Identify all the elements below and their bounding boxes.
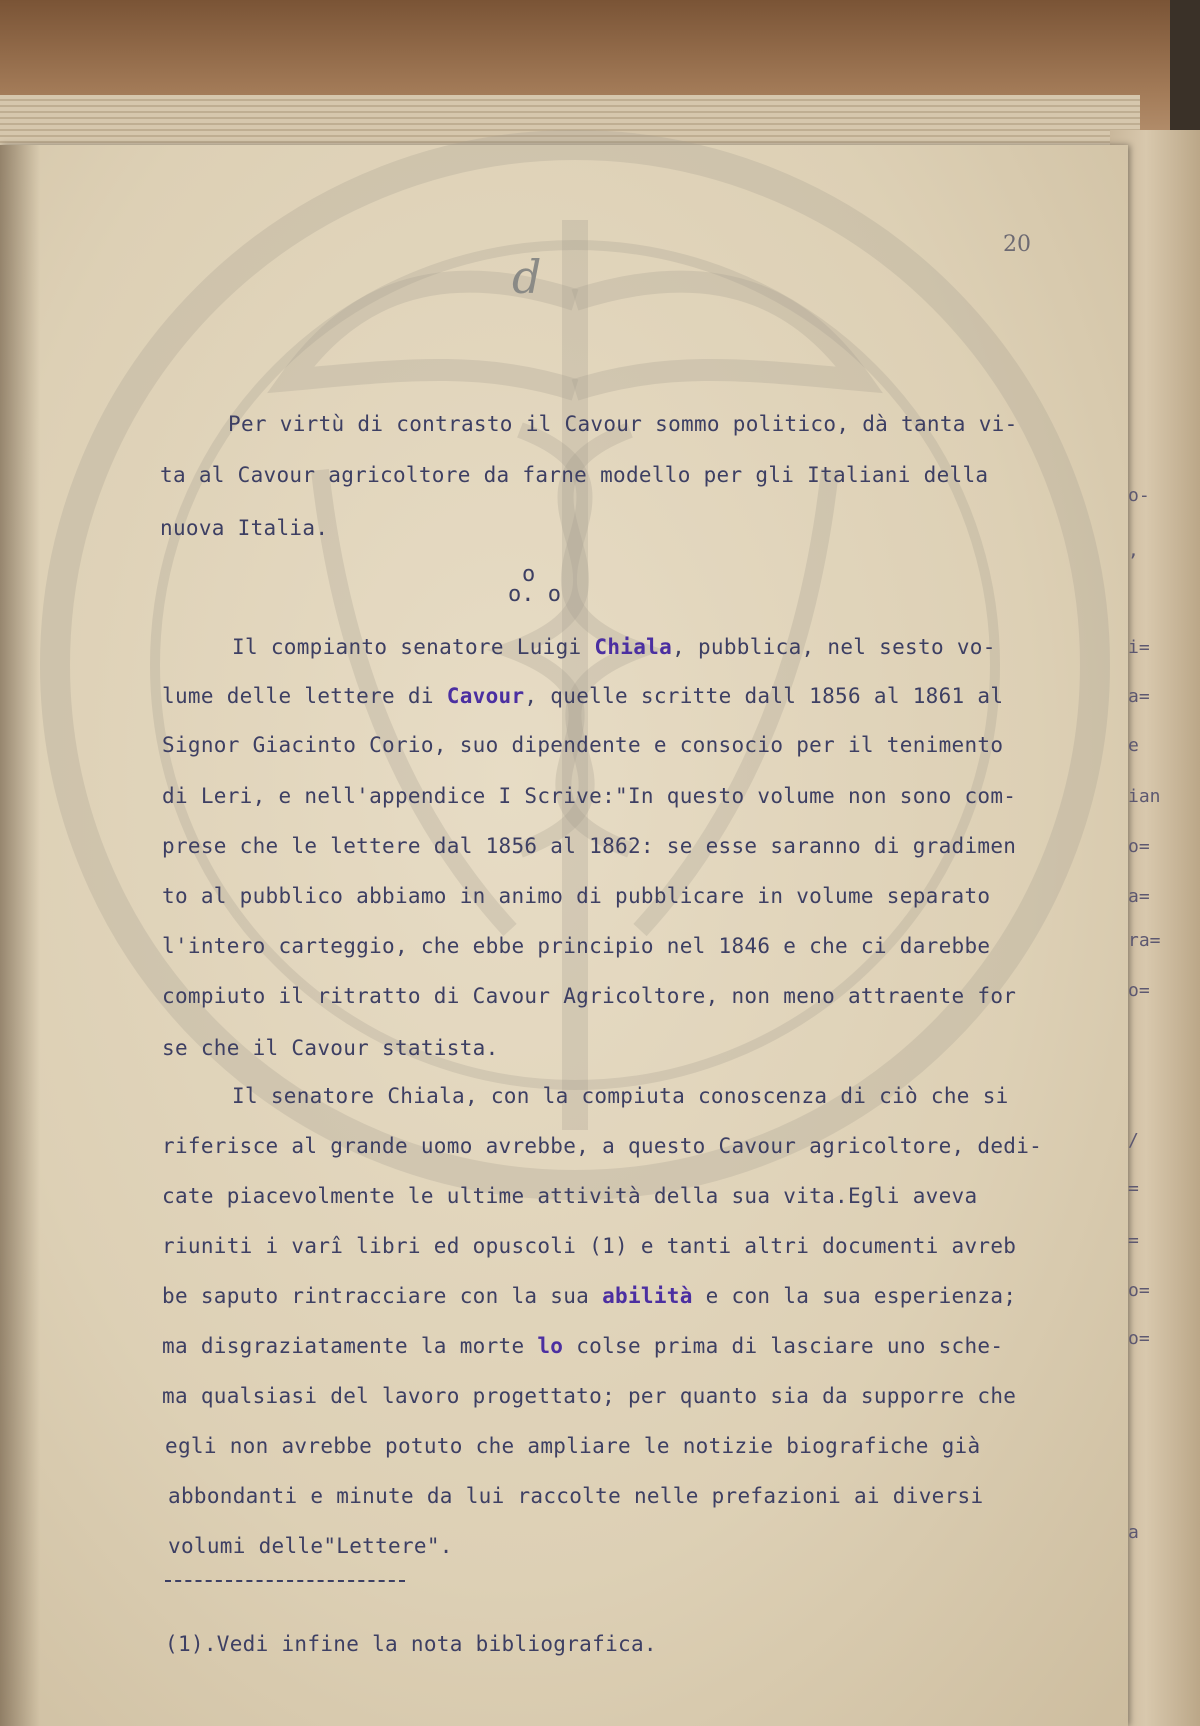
line-text: Signor Giacinto Corio, suo dipendente e consocio per il tenimento bbox=[162, 733, 1004, 757]
line-text: volumi delle"Lettere". bbox=[168, 1534, 453, 1558]
emphasized-text: lo bbox=[537, 1334, 564, 1358]
margin-fragment: o= bbox=[1128, 836, 1150, 857]
paragraph-2-line bbox=[162, 986, 1016, 1007]
paragraph-2-line bbox=[232, 637, 996, 658]
paragraph-2-line bbox=[162, 735, 1003, 756]
line-text: ma qualsiasi del lavoro progettato; per quanto sia da supporre che bbox=[162, 1384, 1017, 1408]
footnote-rule bbox=[165, 1580, 405, 1582]
paragraph-3-line bbox=[162, 1386, 1016, 1407]
paragraph-2-line bbox=[162, 1038, 499, 1059]
line-text: be saputo rintracciare con la sua bbox=[162, 1284, 603, 1308]
paragraph-3-line bbox=[162, 1186, 977, 1207]
paragraph-3-line bbox=[162, 1336, 1003, 1357]
line-text: e con la sua esperienza; bbox=[692, 1284, 1017, 1308]
line-text: riferisce al grande uomo avrebbe, a questo Cavour agricoltore, dedi- bbox=[162, 1134, 1043, 1158]
margin-fragment: e bbox=[1128, 735, 1139, 756]
margin-fragment: a= bbox=[1128, 886, 1150, 907]
paragraph-3-line bbox=[162, 1136, 1042, 1157]
margin-fragment: o= bbox=[1128, 980, 1150, 1001]
paragraph-2-line bbox=[162, 686, 1003, 707]
paragraph-3-line bbox=[168, 1486, 983, 1507]
margin-fragment: a bbox=[1128, 1522, 1139, 1543]
line-text: Il senatore Chiala, con la compiuta conoscenza di ciò che si bbox=[232, 1084, 1009, 1108]
line-text: Il compianto senatore Luigi bbox=[232, 635, 595, 659]
line-text: di Leri, e nell'appendice I Scrive:"In questo volume non sono com- bbox=[162, 784, 1017, 808]
paragraph-2-line bbox=[162, 786, 1016, 807]
section-separator-top: o bbox=[522, 562, 536, 587]
margin-fragment: = bbox=[1128, 1178, 1139, 1199]
line-text: riuniti i varî libri ed opuscoli (1) e tanti altri documenti avreb bbox=[162, 1234, 1017, 1258]
line-text: colse prima di lasciare uno sche- bbox=[563, 1334, 1004, 1358]
line-text: l'intero carteggio, che ebbe principio nel 1846 e che ci darebbe bbox=[162, 934, 991, 958]
emphasized-text: Cavour bbox=[446, 684, 525, 708]
margin-fragment: ra= bbox=[1128, 930, 1161, 951]
margin-fragment: i= bbox=[1128, 637, 1150, 658]
margin-fragment: = bbox=[1128, 1230, 1139, 1251]
emphasized-text: Chiala bbox=[594, 635, 673, 659]
emphasized-text: abilità bbox=[602, 1284, 693, 1308]
paragraph-2-line bbox=[162, 836, 1016, 857]
margin-fragment: ian bbox=[1128, 786, 1161, 807]
paragraph-3-line bbox=[168, 1536, 453, 1557]
line-text: abbondanti e minute da lui raccolte nelle prefazioni ai diversi bbox=[168, 1484, 984, 1508]
section-separator-bottom: o. o bbox=[508, 582, 561, 607]
line-text: se che il Cavour statista. bbox=[162, 1036, 499, 1060]
line-text: prese che le lettere dal 1856 al 1862: se esse saranno di gradimen bbox=[162, 834, 1017, 858]
binding-shadow bbox=[0, 145, 40, 1726]
margin-fragment: o- bbox=[1128, 485, 1150, 506]
paragraph-3-line bbox=[162, 1236, 1016, 1257]
margin-fragment: , bbox=[1128, 540, 1139, 561]
paragraph-2-line bbox=[162, 886, 990, 907]
paragraph-3-line bbox=[165, 1436, 980, 1457]
pencil-mark: d bbox=[512, 250, 542, 304]
line-text: ma disgraziatamente la morte bbox=[162, 1334, 538, 1358]
line-text: cate piacevolmente le ultime attività della sua vita.Egli aveva bbox=[162, 1184, 978, 1208]
paragraph-2-line bbox=[162, 936, 990, 957]
paragraph-3-line bbox=[232, 1086, 1009, 1107]
footnote: (1).Vedi infine la nota bibliografica. bbox=[165, 1632, 657, 1656]
line-text: egli non avrebbe potuto che ampliare le notizie biografiche già bbox=[165, 1434, 981, 1458]
line-text: , pubblica, nel sesto vo- bbox=[672, 635, 996, 659]
margin-fragment: o= bbox=[1128, 1280, 1150, 1301]
line-text: , quelle scritte dall 1856 al 1861 al bbox=[524, 684, 1004, 708]
paragraph-1-line: ta al Cavour agricoltore da farne modello per gli Italiani della bbox=[160, 463, 989, 487]
margin-fragment: a= bbox=[1128, 686, 1150, 707]
paragraph-3-line bbox=[162, 1286, 1016, 1307]
margin-fragment: / bbox=[1128, 1130, 1139, 1151]
margin-fragment: o= bbox=[1128, 1328, 1150, 1349]
paragraph-1-line: nuova Italia. bbox=[160, 516, 329, 540]
line-text: lume delle lettere di bbox=[162, 684, 447, 708]
line-text: to al pubblico abbiamo in animo di pubblicare in volume separato bbox=[162, 884, 991, 908]
line-text: compiuto il ritratto di Cavour Agricoltore, non meno attraente for bbox=[162, 984, 1017, 1008]
paragraph-1-line: Per virtù di contrasto il Cavour sommo politico, dà tanta vi- bbox=[228, 412, 1018, 436]
page-number: 20 bbox=[1003, 232, 1031, 257]
